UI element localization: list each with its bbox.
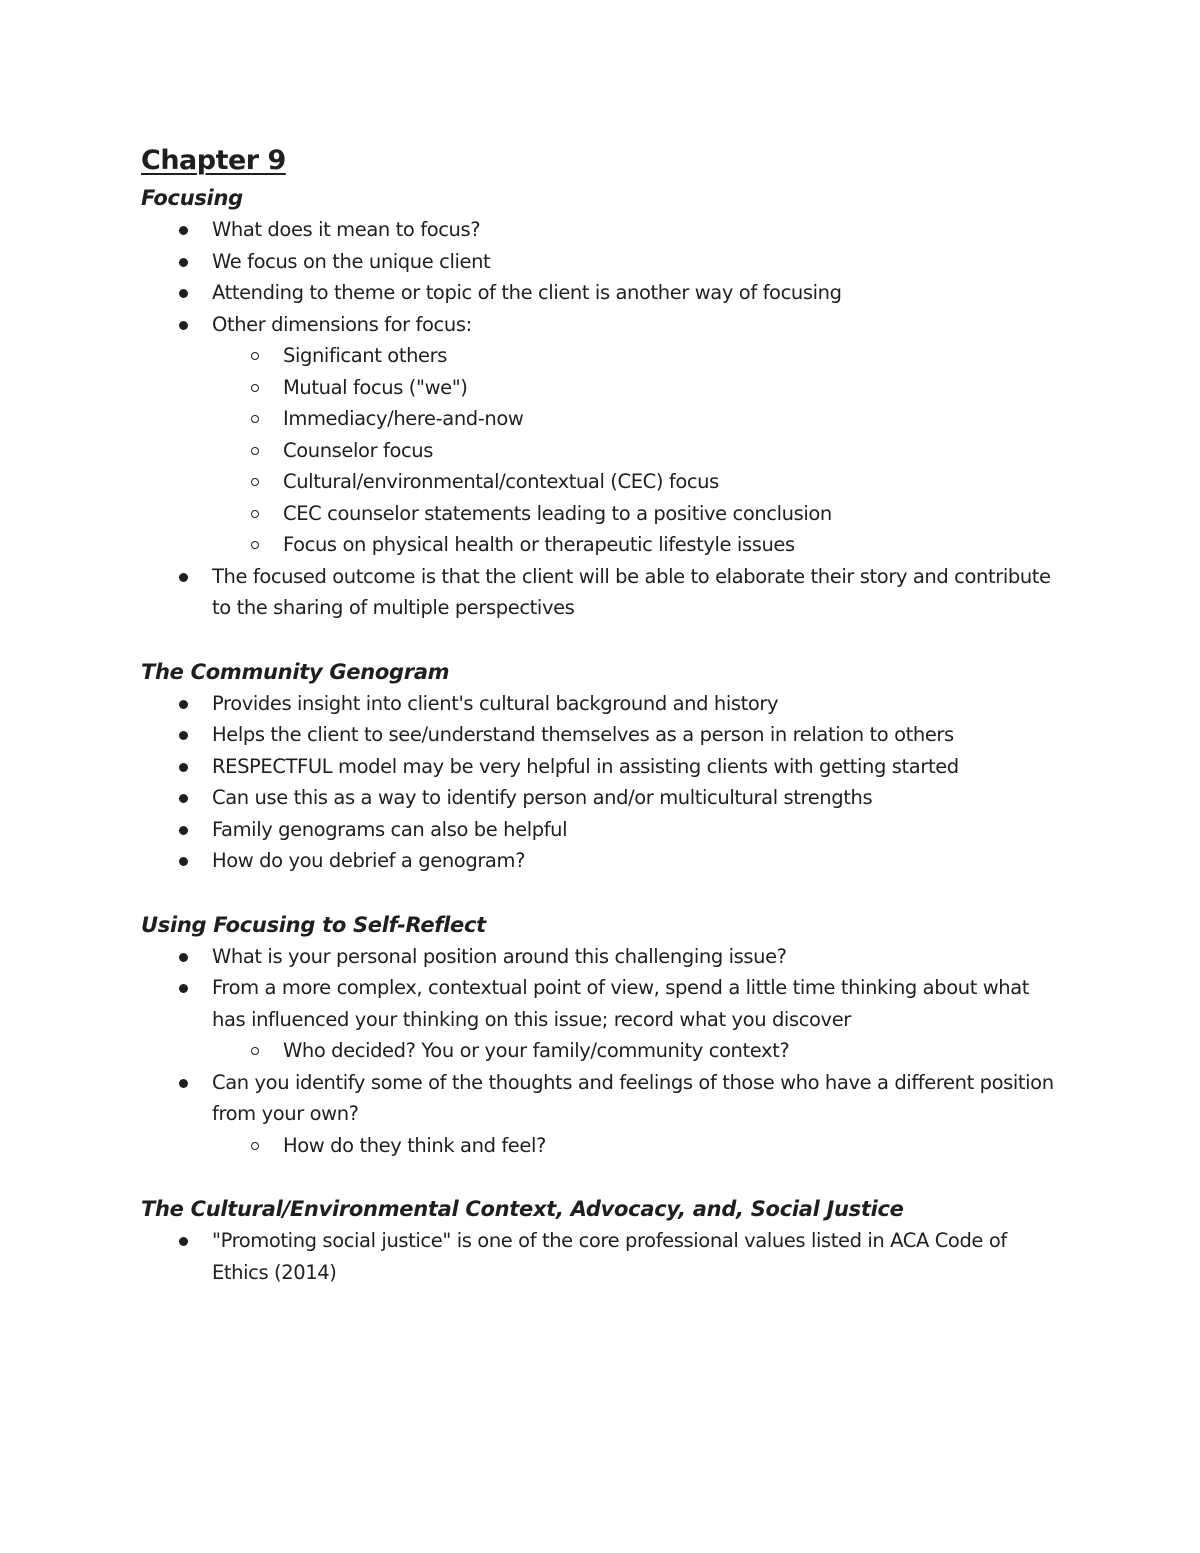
sub-list-item xyxy=(212,466,1061,498)
bullet-list xyxy=(141,214,1061,624)
hollow-bullet-icon xyxy=(251,384,259,392)
sub-list-item xyxy=(212,340,1061,372)
list-item-text: What does it mean to focus? xyxy=(212,218,481,241)
filled-bullet-icon xyxy=(179,321,188,330)
hollow-bullet-icon xyxy=(251,415,259,423)
filled-bullet-icon xyxy=(179,763,188,772)
section-community-genogram xyxy=(141,656,1061,877)
list-item xyxy=(141,214,1061,246)
list-item-text: From a more complex, contextual point of view, spend a little time thinking about what has influenced your thinking on this issue; record what you discover xyxy=(212,976,1030,1031)
hollow-bullet-icon xyxy=(251,447,259,455)
bullet-list xyxy=(141,941,1061,1162)
list-item xyxy=(141,782,1061,814)
sub-list-item xyxy=(212,529,1061,561)
list-item-text: The focused outcome is that the client will be able to elaborate their story and contribute to the sharing of multiple perspectives xyxy=(212,564,1051,619)
sub-list-item xyxy=(212,1035,1061,1067)
section-heading: The Community Genogram xyxy=(141,659,450,684)
list-item-text: We focus on the unique client xyxy=(212,249,491,273)
list-item-text: How do you debrief a genogram? xyxy=(212,849,526,872)
list-item-text: Attending to theme or topic of the client is another way of focusing xyxy=(212,281,842,304)
list-item-text: Can you identify some of the thoughts and feelings of those who have a different position from your own? xyxy=(212,1070,1054,1125)
list-item xyxy=(141,309,1061,561)
sub-list-item xyxy=(212,403,1061,435)
section-self-reflect xyxy=(141,909,1061,1162)
list-item xyxy=(141,688,1061,720)
bullet-list xyxy=(141,1225,1061,1288)
list-item-text: RESPECTFUL model may be very helpful in assisting clients with getting started xyxy=(212,754,959,778)
section-focusing xyxy=(141,182,1061,624)
sub-bullet-list xyxy=(212,1130,1061,1162)
list-item xyxy=(141,1225,1061,1288)
filled-bullet-icon xyxy=(179,794,188,803)
filled-bullet-icon xyxy=(179,226,188,235)
list-item-text: Can use this as a way to identify person and/or multicultural strengths xyxy=(212,786,873,809)
filled-bullet-icon xyxy=(179,1237,188,1246)
list-item-text: Provides insight into client's cultural background and history xyxy=(212,691,779,715)
list-item xyxy=(141,845,1061,877)
filled-bullet-icon xyxy=(179,984,188,993)
filled-bullet-icon xyxy=(179,573,188,582)
list-item-text: "Promoting social justice" is one of the core professional values listed in ACA Code of Ethics (2014) xyxy=(212,1229,1007,1284)
bullet-list xyxy=(141,688,1061,877)
list-item xyxy=(141,814,1061,846)
list-item-text: Family genograms can also be helpful xyxy=(212,817,568,841)
list-item xyxy=(141,246,1061,278)
filled-bullet-icon xyxy=(179,826,188,835)
list-item xyxy=(141,1067,1061,1162)
document-title: Chapter 9 xyxy=(141,145,286,176)
filled-bullet-icon xyxy=(179,289,188,298)
section-heading: Focusing xyxy=(141,186,243,210)
list-item xyxy=(141,972,1061,1067)
hollow-bullet-icon xyxy=(251,541,259,549)
filled-bullet-icon xyxy=(179,700,188,709)
sub-list-item-text: Significant others xyxy=(283,344,448,367)
hollow-bullet-icon xyxy=(251,510,259,518)
section-heading: Using Focusing to Self-Reflect xyxy=(141,912,486,937)
list-item xyxy=(141,561,1061,624)
section-heading: The Cultural/Environmental Context, Advocacy, and, Social Justice xyxy=(141,1197,904,1221)
filled-bullet-icon xyxy=(179,731,188,740)
filled-bullet-icon xyxy=(179,1079,188,1088)
list-item-text: What is your personal position around this challenging issue? xyxy=(212,944,787,968)
filled-bullet-icon xyxy=(179,258,188,267)
sub-list-item-text: Cultural/environmental/contextual (CEC) focus xyxy=(283,470,719,493)
filled-bullet-icon xyxy=(179,953,188,962)
list-item-text: Other dimensions for focus: xyxy=(212,312,472,336)
sub-list-item xyxy=(212,372,1061,404)
hollow-bullet-icon xyxy=(251,1142,259,1150)
filled-bullet-icon xyxy=(179,857,188,866)
list-item xyxy=(141,941,1061,973)
document-page xyxy=(141,140,1061,1320)
hollow-bullet-icon xyxy=(251,1047,259,1055)
sub-list-item-text: CEC counselor statements leading to a positive conclusion xyxy=(283,501,832,525)
sub-list-item-text: Immediacy/here-and-now xyxy=(283,407,524,430)
sub-bullet-list xyxy=(212,340,1061,561)
sub-list-item xyxy=(212,498,1061,530)
hollow-bullet-icon xyxy=(251,478,259,486)
sub-list-item xyxy=(212,435,1061,467)
list-item-text: Helps the client to see/understand themselves as a person in relation to others xyxy=(212,723,954,746)
sub-list-item-text: Focus on physical health or therapeutic lifestyle issues xyxy=(283,533,795,556)
sub-list-item-text: Mutual focus ("we") xyxy=(283,375,468,399)
sub-list-item-text: Counselor focus xyxy=(283,438,434,462)
sub-list-item xyxy=(212,1130,1061,1162)
sub-list-item-text: Who decided? You or your family/community context? xyxy=(283,1039,790,1062)
sub-list-item-text: How do they think and feel? xyxy=(283,1133,546,1157)
list-item xyxy=(141,277,1061,309)
hollow-bullet-icon xyxy=(251,352,259,360)
section-cultural-context xyxy=(141,1193,1061,1288)
list-item xyxy=(141,719,1061,751)
sub-bullet-list xyxy=(212,1035,1061,1067)
list-item xyxy=(141,751,1061,783)
